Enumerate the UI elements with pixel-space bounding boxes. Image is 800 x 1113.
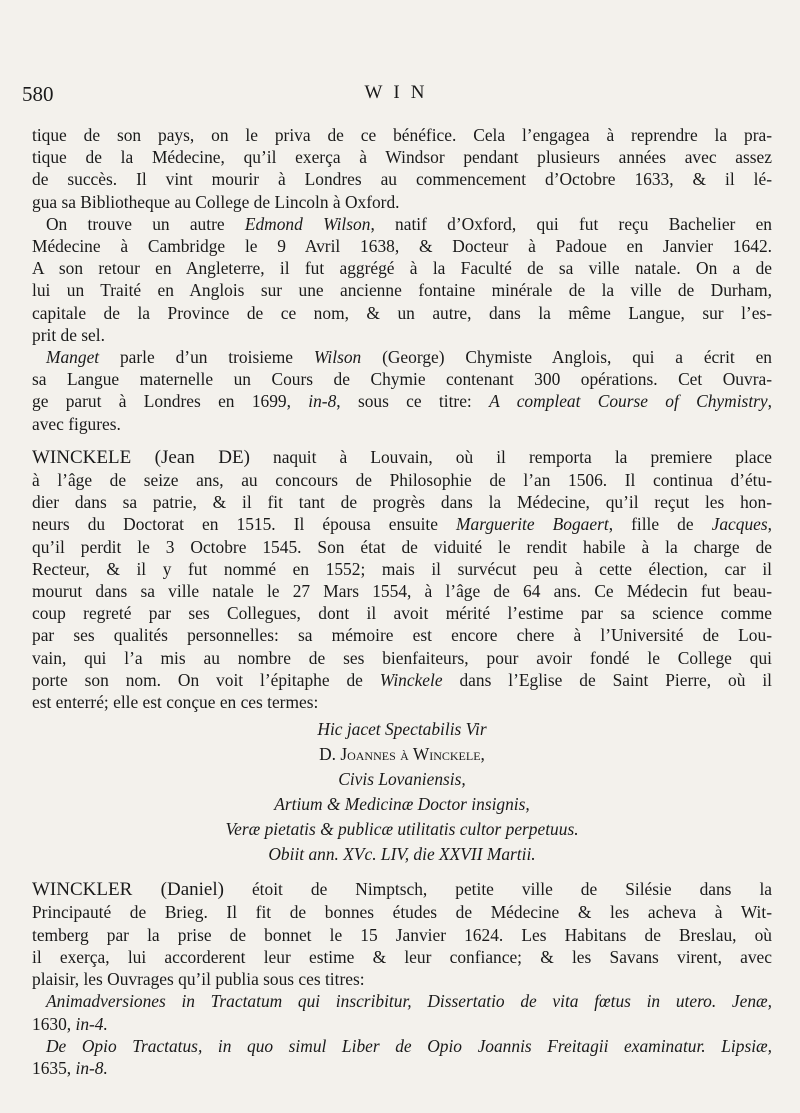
person-name: Edmond Wilson <box>244 213 371 234</box>
text-line: plaisir, les Ouvrages qu’il publia sous ces titres: <box>32 969 365 990</box>
text-line: 1635, in-8. <box>32 1057 108 1078</box>
entry-heading: WINCKELE (Jean DE) <box>32 446 250 468</box>
text-line: de succès. Il vint mourir à Londres au commencement d’Octobre 1633, & il lé- <box>32 169 772 190</box>
epitaph-line: Obiit ann. XVc. LIV, die XXVII Martii. <box>268 844 536 865</box>
person-name: Winckele <box>379 669 443 690</box>
page-number: 580 <box>22 82 54 106</box>
work-title-line: De Opio Tractatus, in quo simul Liber de Opio Joannis Freitagii examinatur. Lipsiæ, <box>46 1035 772 1056</box>
page-header <box>0 82 800 112</box>
text-line: Recteur, & il y fut nommé en 1552; mais il survécut peu à cette élection, car il <box>32 558 772 579</box>
person-name: Manget <box>46 347 100 368</box>
text-line: mourut dans sa ville natale le 27 Mars 1554, à l’âge de 64 ans. Ce Médecin fut beau- <box>32 581 772 602</box>
text-line: WINCKELE (Jean DE) naquit à Louvain, où il remporta la premiere place <box>32 446 773 468</box>
entry-winckele <box>32 446 772 713</box>
text-line: à l’âge de seize ans, au concours de Philosophie de l’an 1506. Il continua d’étu- <box>32 470 772 491</box>
text-line: sa Langue maternelle un Cours de Chymie contenant 300 opérations. Cet Ouvra- <box>32 369 772 390</box>
text-line: est enterré; elle est conçue en ces termes: <box>32 692 319 713</box>
person-name: Jacques <box>711 514 768 535</box>
epitaph-line: D. Joannes à Winckele, <box>319 744 485 765</box>
text-line: tique de son pays, on le priva de ce bénéfice. Cela l’engagea à reprendre la pra- <box>32 125 772 145</box>
entry-winckler <box>32 878 772 1079</box>
entry-heading: WINCKLER (Daniel) <box>32 879 224 901</box>
page-body <box>32 124 772 1079</box>
epitaph-line: Veræ pietatis & publicæ utilitatis cultor perpetuus. <box>225 819 579 840</box>
text-line: Manget parle d’un troisieme Wilson (George) Chymiste Anglois, qui a écrit en <box>46 347 772 368</box>
work-title-line: Animadversiones in Tractatum qui inscribitur, Dissertatio de vita fœtus in utero. Jenæ, <box>46 991 772 1012</box>
text-line: Principauté de Brieg. Il fit de bonnes études de Médecine & les acheva à Wit- <box>32 902 772 923</box>
text-line: capitale de la Province de ce nom, & un autre, dans la même Langue, sur l’es- <box>32 302 772 323</box>
text-line: 1630, in-4. <box>32 1013 108 1034</box>
text-line: coup regreté par ses Collegues, dont il avoit mérité l’estime par sa science comme <box>32 603 772 624</box>
text-line: vain, qui l’a mis au nombre de ses bienfaiteurs, pour avoir fondé le College qui <box>32 647 772 668</box>
epitaph <box>32 717 772 867</box>
text-line: A son retour en Angleterre, il fut aggrégé à la Faculté de sa ville natale. On a de <box>32 258 772 279</box>
text-line: dier dans sa patrie, & il fit tant de progrès dans la Médecine, qu’il reçut les hon- <box>32 492 772 513</box>
text-line: ge parut à Londres en 1699, in-8, sous ce titre: A compleat Course of Chymistry, <box>32 391 772 412</box>
text-line: Médecine à Cambridge le 9 Avril 1638, & Docteur à Padoue en Janvier 1642. <box>32 236 772 257</box>
text-line: par ses qualités personnelles: sa mémoire est encore chere à l’Université de Lou- <box>32 625 772 646</box>
text-line: tique de la Médecine, qu’il exerça à Windsor pendant plusieurs années avec assez <box>32 147 772 168</box>
text-line: il exerça, lui accorderent leur estime & leur confiance; & les Savans virent, avec <box>32 946 772 967</box>
text-line: prit de sel. <box>32 324 105 345</box>
paragraph-george-wilson <box>32 346 772 435</box>
text-line: temberg par la prise de bonnet le 15 Janvier 1624. Les Habitans de Breslau, où <box>32 924 772 945</box>
text-line: WINCKLER (Daniel) étoit de Nimptsch, petite ville de Silésie dans la <box>32 879 772 901</box>
text-line: porte son nom. On voit l’épitaphe de Winckele dans l’Eglise de Saint Pierre, où il <box>32 669 772 690</box>
running-head: WIN <box>364 82 436 103</box>
person-name: Wilson <box>313 347 362 368</box>
paragraph-wilson-continued <box>32 124 772 213</box>
book-title: A compleat Course of Chymistry <box>489 391 768 412</box>
epitaph-line: Hic jacet Spectabilis Vir <box>317 719 487 740</box>
text-line: qu’il perdit le 3 Octobre 1545. Son état de viduité le rendit habile à la charge de <box>32 536 772 557</box>
paragraph-edmond-wilson <box>32 213 772 346</box>
text-line: On trouve un autre Edmond Wilson, natif d’Oxford, qui fut reçu Bachelier en <box>46 213 772 234</box>
text-line: lui un Traité en Anglois sur une ancienne fontaine minérale de la ville de Durham, <box>32 280 772 301</box>
text-line: neurs du Doctorat en 1515. Il épousa ensuite Marguerite Bogaert, fille de Jacques, <box>32 514 773 535</box>
text-line: avec figures. <box>32 413 121 434</box>
text-line: gua sa Bibliotheque au College de Lincoln à Oxford. <box>32 191 400 212</box>
epitaph-line: Artium & Medicinæ Doctor insignis, <box>274 794 530 815</box>
epitaph-line: Civis Lovaniensis, <box>338 769 466 790</box>
person-name: Marguerite Bogaert <box>456 514 609 535</box>
